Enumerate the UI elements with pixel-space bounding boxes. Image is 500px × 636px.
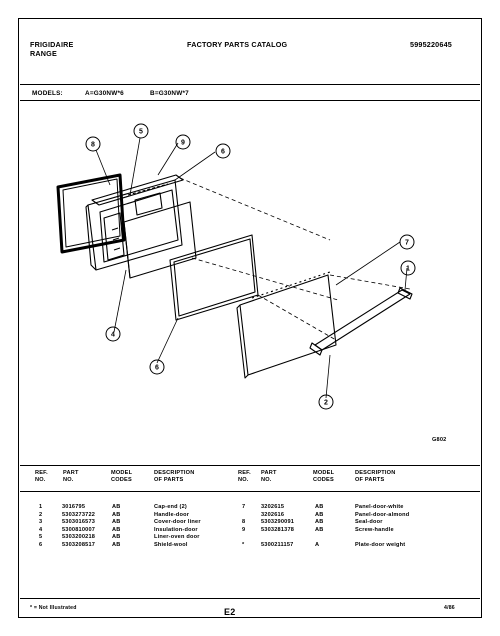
brand-name: FRIGIDAIRE [30,40,74,49]
table-cell [242,534,245,542]
table-cell: Cover-door liner [154,519,201,526]
table-header-rule [20,491,480,492]
callout-8: 8 [91,141,95,149]
table-cell: 3202616 [261,511,285,518]
table-cell: 3202615 [261,504,285,510]
model-codes-header: MODEL CODES [111,470,133,484]
oven-door-liner-part [86,175,183,270]
not-illustrated-note: * = Not Illustrated [30,605,77,611]
table-cell: AB [315,504,324,510]
model-column-right [315,504,323,550]
callout-4: 4 [111,331,115,339]
table-cell: 2 [39,511,43,518]
models-label: MODELS: [32,90,63,97]
table-cell: Plate-door weight [355,541,406,548]
part-no-header-right: PART NO. [261,470,277,484]
table-cell [355,534,409,542]
table-cell: A [315,541,320,548]
table-cell: 8 [242,519,246,526]
shield-wool-part [170,235,258,320]
description-column-right [355,504,409,550]
table-cell: Panel-door-white [355,504,404,510]
callout-9: 9 [181,139,185,147]
table-cell [242,512,245,520]
model-column-left [112,504,120,550]
table-cell: 5300211157 [261,541,294,548]
ref-column-left [39,504,42,550]
model-b: B=G30NW*7 [150,90,189,97]
table-cell: Screw-handle [355,526,394,533]
table-cell: AB [112,541,121,548]
table-cell: AB [112,519,121,526]
callout-1: 1 [406,265,410,273]
table-cell: Panel-door-almond [355,511,410,518]
table-cell: 5303208517 [62,541,96,548]
catalog-number: 5995220645 [410,40,452,49]
table-cell: AB [315,519,324,526]
figure-code: G802 [432,437,447,443]
table-cell: 7 [242,504,246,510]
table-cell: AB [315,526,324,533]
description-header: DESCRIPTION OF PARTS [154,470,195,484]
table-cell: AB [112,534,121,541]
table-cell: 3 [39,519,43,526]
part-column-left [62,504,95,550]
callout-5: 5 [139,128,143,136]
table-cell: 5303273722 [62,511,96,518]
table-cell: 5303016573 [62,519,96,526]
footer-rule [20,598,480,599]
description-header-right: DESCRIPTION OF PARTS [355,470,396,484]
table-cell: * [242,541,245,548]
catalog-title: FACTORY PARTS CATALOG [187,40,288,49]
table-cell: AB [112,511,121,518]
ref-no-header: REF. NO. [35,470,48,484]
table-cell: 4 [39,526,43,533]
callout-6-lower: 6 [155,364,159,372]
table-cell: Handle-door [154,511,190,518]
callout-2: 2 [324,399,328,407]
table-cell: 5303281378 [261,526,295,533]
product-type: RANGE [30,49,57,58]
door-handle-part [310,288,412,355]
table-cell: 9 [242,526,246,533]
table-cell [261,534,294,542]
table-cell: AB [112,526,121,533]
model-codes-header-right: MODEL CODES [313,470,335,484]
table-cell: Shield-wool [154,541,188,548]
door-liner-cover-part [124,202,196,278]
part-no-header: PART NO. [63,470,79,484]
table-cell: 5303290091 [261,519,295,526]
table-cell: 5303200218 [62,534,96,541]
table-cell: Seal-door [355,519,383,526]
table-cell: Liner-oven door [154,534,200,541]
table-cell: 6 [39,541,43,548]
table-cell [315,534,323,542]
ref-column-right [242,504,245,550]
table-top-rule [20,465,480,466]
callout-6-upper: 6 [221,148,225,156]
seal-door-part [58,175,124,252]
ref-no-header-right: REF. NO. [238,470,251,484]
model-a: A=G30NW*6 [85,90,124,97]
table-cell: 5300810007 [62,526,96,533]
table-cell: AB [112,504,121,510]
revision-date: 4/86 [444,605,455,611]
part-column-right [261,504,294,550]
callout-7: 7 [405,239,409,247]
table-cell: 5 [39,534,43,541]
description-column-left [154,504,201,550]
door-panel-part [237,272,336,378]
table-cell: 3016795 [62,504,86,510]
table-cell: Cap-end (2) [154,504,187,510]
table-cell: 1 [39,504,43,510]
page-number: E2 [224,607,236,617]
table-cell: Insulation-door [154,526,198,533]
table-cell: AB [315,511,324,518]
